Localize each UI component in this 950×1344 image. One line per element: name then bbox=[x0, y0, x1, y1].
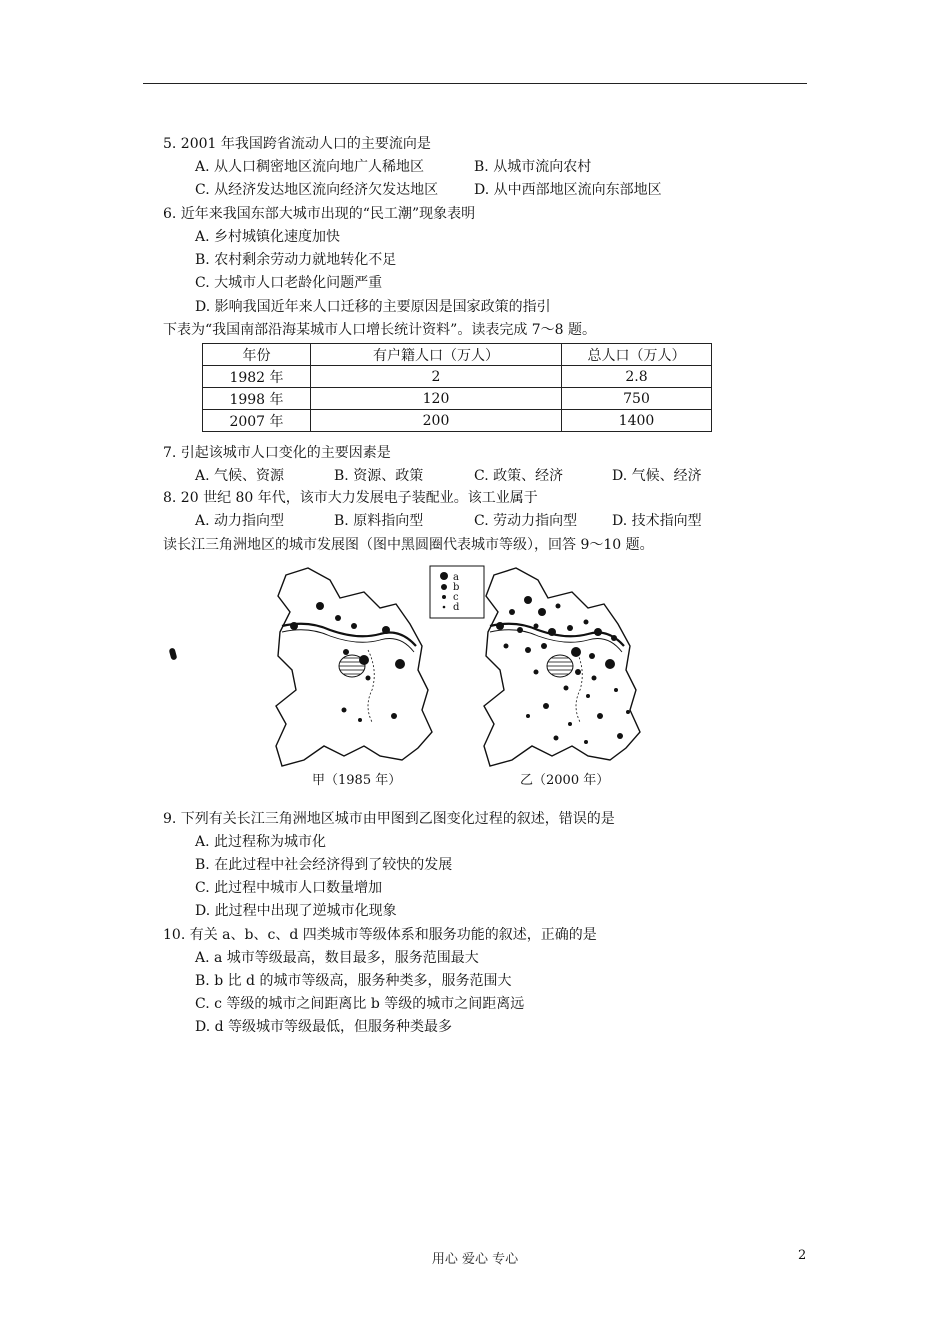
legend-label-c: c bbox=[453, 592, 459, 603]
q6-option-a: A. 乡村城镇化速度加快 bbox=[195, 229, 341, 245]
city-dot bbox=[351, 623, 357, 629]
city-dot bbox=[342, 708, 347, 713]
q10-option-b: B. b 比 d 的城市等级高，服务种类多，服务范围大 bbox=[195, 973, 512, 989]
table-header-row bbox=[203, 344, 712, 366]
city-dot bbox=[556, 604, 561, 609]
table-cell: 2.8 bbox=[562, 366, 712, 388]
boundary-line-2000 bbox=[576, 650, 582, 722]
city-dot bbox=[359, 655, 369, 665]
table-row bbox=[203, 388, 712, 410]
city-dot bbox=[395, 659, 405, 669]
population-table bbox=[202, 343, 712, 432]
map-caption-1985: 甲（1985 年） bbox=[312, 773, 402, 788]
q10-option-c: C. c 等级的城市之间距离比 b 等级的城市之间距离远 bbox=[195, 996, 525, 1012]
q8-option-b: B. 原料指向型 bbox=[334, 513, 424, 529]
city-dot bbox=[543, 703, 549, 709]
city-dot bbox=[382, 626, 390, 634]
q5-option-c: C. 从经济发达地区流向经济欠发达地区 bbox=[195, 182, 439, 198]
city-dot bbox=[534, 624, 539, 629]
city-dot bbox=[605, 659, 615, 669]
q7-option-a: A. 气候、资源 bbox=[195, 468, 285, 484]
city-dot bbox=[568, 722, 572, 726]
city-dot bbox=[586, 694, 590, 698]
table-cell: 2007 年 bbox=[203, 410, 311, 432]
city-dot bbox=[524, 596, 532, 604]
city-dot bbox=[534, 670, 539, 675]
city-dot bbox=[584, 620, 589, 625]
q7-option-c: C. 政策、经济 bbox=[474, 468, 564, 484]
legend-label-b: b bbox=[453, 582, 460, 593]
q8-option-a: A. 动力指向型 bbox=[195, 513, 285, 529]
city-dot bbox=[554, 736, 559, 741]
q6-option-d: D. 影响我国近年来人口迁移的主要原因是国家政策的指引 bbox=[195, 299, 551, 315]
q10-option-d: D. d 等级城市等级最低，但服务种类最多 bbox=[195, 1019, 453, 1035]
legend-dot-c bbox=[442, 595, 446, 599]
map-caption-2000: 乙（2000 年） bbox=[520, 773, 610, 788]
q7-option-d: D. 气候、经济 bbox=[612, 468, 702, 484]
city-dot bbox=[541, 643, 547, 649]
table-header-year: 年份 bbox=[203, 344, 311, 366]
legend-dot-b bbox=[441, 584, 447, 590]
city-dot bbox=[617, 733, 623, 739]
table-row bbox=[203, 366, 712, 388]
boundary-line-1985 bbox=[368, 650, 374, 722]
city-dot bbox=[589, 653, 595, 659]
map-legend bbox=[430, 566, 484, 618]
q6-option-c: C. 大城市人口老龄化问题严重 bbox=[195, 275, 383, 291]
header-rule bbox=[143, 83, 807, 84]
legend-dot-d bbox=[443, 606, 446, 609]
q9-option-d: D. 此过程中出现了逆城市化现象 bbox=[195, 903, 397, 919]
q5-option-a: A. 从人口稠密地区流向地广人稀地区 bbox=[195, 159, 425, 175]
city-dot bbox=[597, 713, 603, 719]
q5-option-b: B. 从城市流向农村 bbox=[474, 159, 592, 175]
q7-option-b: B. 资源、政策 bbox=[334, 468, 424, 484]
table-cell: 200 bbox=[311, 410, 562, 432]
table-row bbox=[203, 410, 712, 432]
city-dot bbox=[391, 713, 397, 719]
q9-stem: 9. 下列有关长江三角洲地区城市由甲图到乙图变化过程的叙述，错误的是 bbox=[163, 811, 615, 827]
legend-label-a: a bbox=[453, 572, 459, 583]
city-dot bbox=[316, 602, 324, 610]
city-dot bbox=[526, 714, 530, 718]
table-intro: 下表为“我国南部沿海某城市人口增长统计资料”。读表完成 7～8 题。 bbox=[163, 322, 597, 338]
table-cell: 1998 年 bbox=[203, 388, 311, 410]
city-dot bbox=[614, 688, 618, 692]
table-cell: 1982 年 bbox=[203, 366, 311, 388]
city-dot bbox=[626, 710, 630, 714]
table-cell: 1400 bbox=[562, 410, 712, 432]
yangtze-river-1985 bbox=[282, 624, 416, 646]
city-dot bbox=[366, 676, 371, 681]
city-dot bbox=[343, 649, 349, 655]
q6-option-b: B. 农村剩余劳动力就地转化不足 bbox=[195, 252, 397, 268]
city-dot bbox=[548, 628, 556, 636]
city-dot bbox=[335, 615, 341, 621]
q7-stem: 7. 引起该城市人口变化的主要因素是 bbox=[163, 445, 391, 461]
city-dot bbox=[538, 608, 546, 616]
q6-stem: 6. 近年来我国东部大城市出现的“民工潮”现象表明 bbox=[163, 206, 476, 222]
city-dot bbox=[509, 609, 515, 615]
city-dot bbox=[567, 625, 573, 631]
city-dot bbox=[358, 718, 362, 722]
city-dot bbox=[611, 635, 617, 641]
table-cell: 750 bbox=[562, 388, 712, 410]
q8-stem: 8. 20 世纪 80 年代，该市大力发展电子装配业。该工业属于 bbox=[163, 490, 538, 506]
city-dot bbox=[575, 669, 581, 675]
map-2000 bbox=[484, 568, 640, 766]
city-dot bbox=[594, 628, 602, 636]
page-footer: 用心 爱心 专心 bbox=[431, 1252, 519, 1267]
legend-dot-a bbox=[440, 572, 448, 580]
yangtze-river-2000 bbox=[490, 624, 624, 646]
table-header-total: 总人口（万人） bbox=[562, 344, 712, 366]
q5-stem: 5. 2001 年我国跨省流动人口的主要流向是 bbox=[163, 136, 431, 152]
q10-stem: 10. 有关 a、b、c、d 四类城市等级体系和服务功能的叙述，正确的是 bbox=[163, 927, 597, 943]
q9-option-b: B. 在此过程中社会经济得到了较快的发展 bbox=[195, 857, 453, 873]
q9-option-c: C. 此过程中城市人口数量增加 bbox=[195, 880, 383, 896]
scan-mark bbox=[169, 647, 178, 660]
table-cell: 2 bbox=[311, 366, 562, 388]
q8-option-d: D. 技术指向型 bbox=[612, 513, 702, 529]
city-dot bbox=[564, 686, 569, 691]
city-dot bbox=[517, 627, 523, 633]
map-intro: 读长江三角洲地区的城市发展图（图中黑圆圈代表城市等级），回答 9～10 题。 bbox=[163, 537, 654, 553]
q10-option-a: A. a 城市等级最高，数目最多，服务范围最大 bbox=[195, 950, 479, 966]
q9-option-a: A. 此过程称为城市化 bbox=[195, 834, 327, 850]
city-dot bbox=[571, 647, 581, 657]
city-dot bbox=[584, 740, 588, 744]
taihu-lake-2000 bbox=[547, 655, 573, 677]
city-dot bbox=[290, 622, 298, 630]
city-dot bbox=[496, 622, 504, 630]
city-dot bbox=[592, 676, 597, 681]
city-dot bbox=[525, 647, 531, 653]
map-1985 bbox=[276, 568, 432, 766]
city-dot bbox=[504, 644, 509, 649]
table-cell: 120 bbox=[311, 388, 562, 410]
table-header-registered: 有户籍人口（万人） bbox=[311, 344, 562, 366]
q5-option-d: D. 从中西部地区流向东部地区 bbox=[474, 182, 662, 198]
page-number: 2 bbox=[798, 1248, 807, 1263]
legend-label-d: d bbox=[453, 602, 460, 613]
q8-option-c: C. 劳动力指向型 bbox=[474, 513, 578, 529]
city-development-maps bbox=[268, 560, 668, 790]
